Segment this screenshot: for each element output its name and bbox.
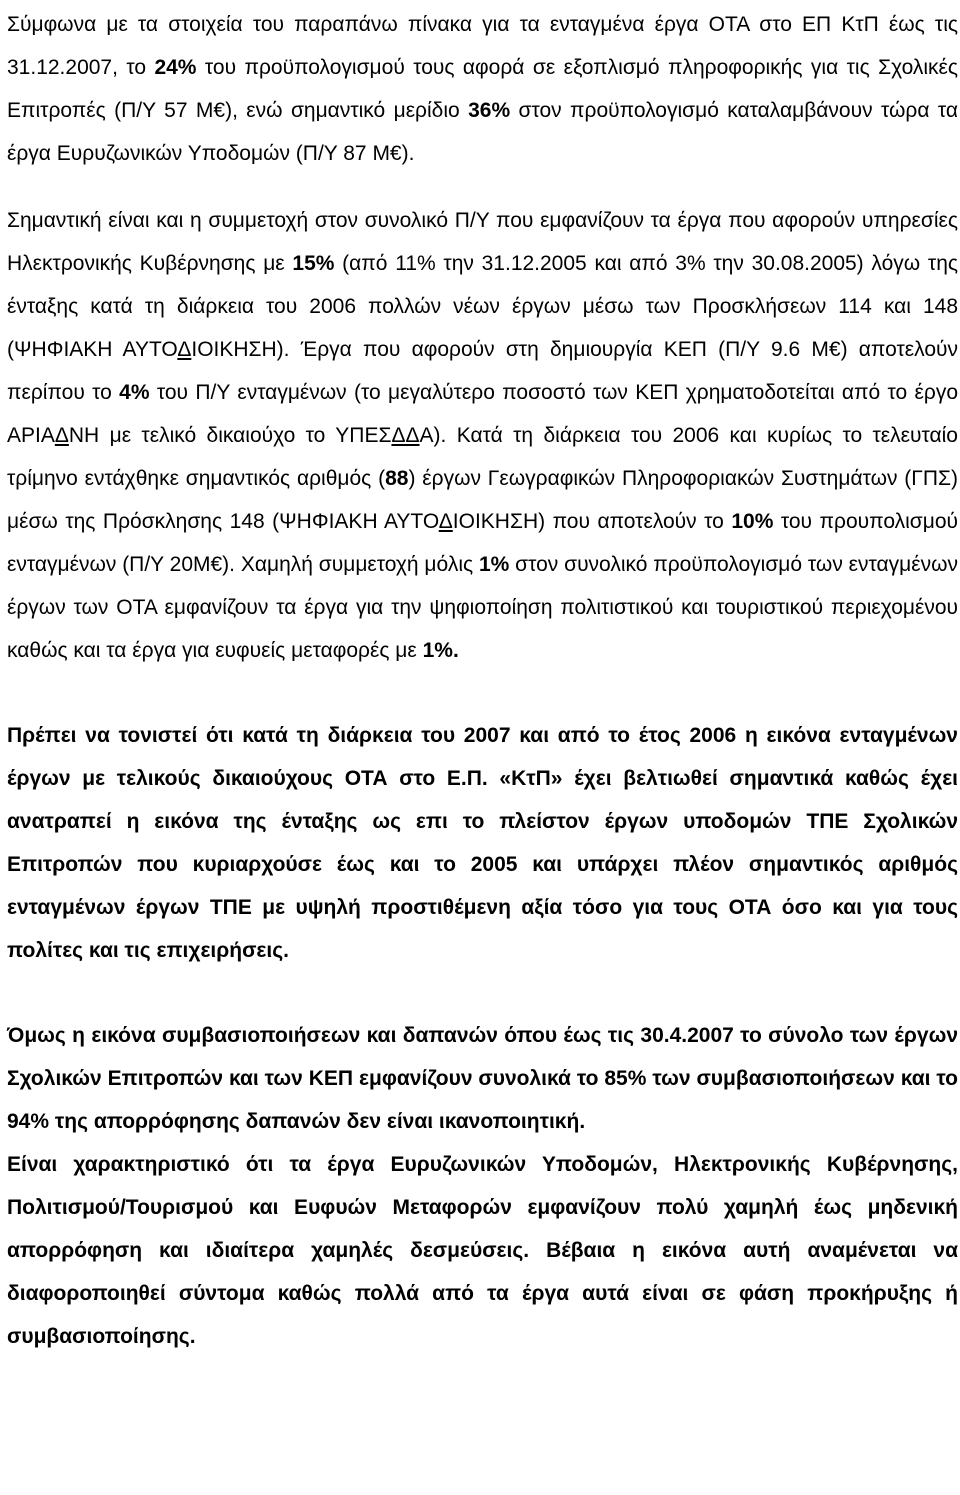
text-segment: ΝΗ με τελικό δικαιούχο το ΥΠΕΣ: [68, 424, 392, 447]
text-segment: 15%: [292, 252, 335, 275]
text-segment: Σημαντική είναι και η συμμετοχή στον συνολικό Π/Υ που εμφανίζουν τα έργα που αφορούν υπηρεσίες Ηλεκτρονικής Κυβέρνησης με: [7, 209, 958, 275]
text-segment: Σύμφωνα με τα στοιχεία του παραπάνω πίνακα για τα ενταγμένα έργα ΟΤΑ στο ΕΠ ΚτΠ έως τις 31.12.2007, το: [7, 13, 958, 79]
paragraph-ota-budget-shares: [7, 0, 958, 175]
paragraph-e-government-share: [7, 199, 958, 672]
text-segment: Δ: [177, 338, 192, 361]
text-segment: του Π/Υ ενταγμένων (το μεγαλύτερο ποσοστό των ΚΕΠ χρηματοδοτείται από το έργο ΑΡΙΑ: [7, 381, 958, 447]
text-segment: Α). Κατά τη διάρκεια του 2006 και κυρίως το τελευταίο τρίμηνο εντάχθηκε σημαντικός αριθμός (: [7, 424, 958, 490]
text-segment: 4%: [119, 381, 150, 404]
text-segment: 1%.: [422, 639, 459, 662]
text-segment: Όμως η εικόνα συμβασιοποιήσεων και δαπανών όπου έως τις 30.4.2007 το σύνολο των έργων Σχολικών Επιτροπών και των ΚΕΠ εμφανίζουν συνολικά το 85% των συμβασιοποιήσεων και το 94% της απορρόφησης δαπανών δεν είναι ικανοποιητική.: [7, 1024, 958, 1133]
text-segment: 10%: [731, 510, 774, 533]
text-segment: του προυπολισμού ενταγμένων (Π/Υ 20Μ€). Χαμηλή συμμετοχή μόλις: [7, 510, 958, 576]
text-segment: 24%: [154, 56, 197, 79]
text-segment: Δ: [438, 510, 453, 533]
paragraph-improvement-note: [7, 714, 958, 972]
text-segment: Πρέπει να τονιστεί ότι κατά τη διάρκεια του 2007 και από το έτος 2006 η εικόνα ενταγμένων έργων με τελικούς δικαιούχους ΟΤΑ στο Ε.Π. «ΚτΠ» έχει βελτιωθεί σημαντικά καθώς έχει ανατραπεί η εικόνα της ένταξης ως επι το πλείστον έργων υποδομών ΤΠΕ Σχολικών Επιτροπών που κυριαρχούσε έως και το 2005 και υπάρχει πλέον σημαντικός αριθμός ενταγμένων έργων ΤΠΕ με υψηλή προστιθέμενη αξία τόσο για τους ΟΤΑ όσο και για τους πολίτες και τις επιχειρήσεις.: [7, 724, 958, 962]
text-segment: 1%: [478, 553, 510, 576]
text-segment: του προϋπολογισμού τους αφορά σε εξοπλισμό πληροφορικής για τις Σχολικές Επιτροπές (Π/Υ 57 Μ€), ενώ σημαντικό μερίδιο: [7, 56, 958, 122]
text-segment: στον προϋπολογισμό καταλαμβάνουν τώρα τα έργα Ευρυζωνικών Υποδομών (Π/Υ 87 Μ€).: [7, 99, 958, 165]
paragraph-absorption-status: [7, 1014, 958, 1143]
text-segment: Δ: [54, 424, 69, 447]
text-segment: 36%: [468, 99, 511, 122]
document-page: [7, 0, 958, 1358]
text-segment: ΙΟΙΚΗΣΗ). Έργα που αφορούν στη δημιουργία ΚΕΠ (Π/Υ 9.6 Μ€) αποτελούν περίπου το: [7, 338, 958, 404]
text-segment: 88: [385, 467, 409, 490]
text-segment: (από 11% την 31.12.2005 και από 3% την 30.08.2005) λόγω της ένταξης κατά τη διάρκεια του 2006 πολλών νέων έργων μέσω των Προσκλήσεων 114 και 148 (ΨΗΦΙΑΚΗ ΑΥΤΟ: [7, 252, 958, 361]
text-segment: Είναι χαρακτηριστικό ότι τα έργα Ευρυζωνικών Υποδομών, Ηλεκτρονικής Κυβέρνησης, Πολιτισμού/Τουρισμού και Ευφυών Μεταφορών εμφανίζουν πολύ χαμηλή έως μηδενική απορρόφηση και ιδιαίτερα χαμηλές δεσμεύσεις. Βέβαια η εικόνα αυτή αναμένεται να διαφοροποιηθεί σύντομα καθώς πολλά από τα έργα αυτά είναι σε φάση προκήρυξης ή συμβασιοποίησης.: [7, 1153, 958, 1348]
text-segment: ) έργων Γεωγραφικών Πληροφοριακών Συστημάτων (ΓΠΣ) μέσω της Πρόσκλησης 148 (ΨΗΦΙΑΚΗ ΑΥΤΟ: [7, 467, 958, 533]
text-segment: ΔΔ: [391, 424, 420, 447]
paragraph-low-absorption: [7, 1143, 958, 1358]
text-segment: ΙΟΙΚΗΣΗ) που αποτελούν το: [452, 510, 732, 533]
text-segment: στον συνολικό προϋπολογισμό των ενταγμένων έργων των ΟΤΑ εμφανίζουν τα έργα για την ψηφιοποίηση πολιτιστικού και τουριστικού περιεχομένου καθώς και τα έργα για ευφυείς μεταφορές με: [7, 553, 959, 662]
